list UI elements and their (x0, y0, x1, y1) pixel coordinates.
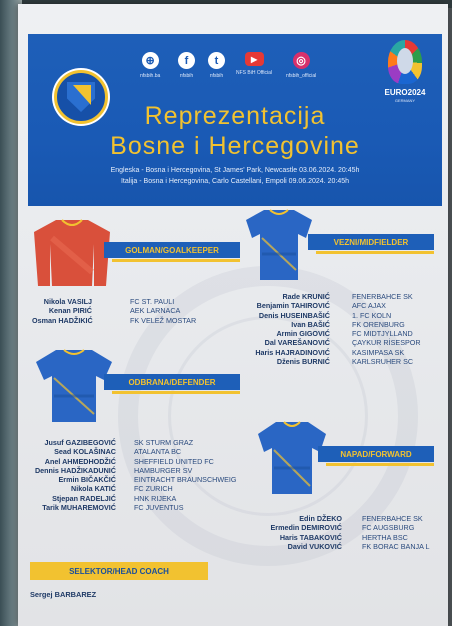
list-item: HNK RIJEKA (134, 493, 177, 503)
midfielder-jersey-icon (244, 208, 314, 282)
list-item: Nikola VASILJ (43, 297, 92, 306)
list-item: AFC AJAX (352, 301, 386, 311)
fixture-italy: Italija - Bosna i Hercegovina, Carlo Castellani, Empoli 09.06.2024. 20:45h (120, 178, 350, 185)
trophy-icon (388, 40, 422, 84)
euro-logo-text: EURO2024 (384, 88, 426, 97)
list-item: Ermedin DEMIROVIĆ (270, 523, 342, 533)
list-item: FC ZURICH (134, 484, 173, 494)
head-coach-banner (30, 562, 208, 580)
list-item: EINTRACHT BRAUNSCHWEIG (134, 475, 237, 485)
list-item: ÇAYKUR RİSESPOR (352, 338, 421, 348)
social-twitter: t nfsbih (208, 52, 225, 79)
forward-label: NAPAD/FORWARD (340, 449, 412, 459)
list-item: FK BORAC BANJA L (362, 541, 430, 551)
list-item: Armin GIGOVIĆ (276, 329, 330, 339)
list-item: HAMBURGER SV (134, 465, 193, 475)
list-item: KASIMPASA SK (352, 347, 405, 357)
goalkeeper-banner (104, 242, 240, 258)
list-item: FC MIDTJYLLAND (352, 329, 413, 339)
euro-logo-sub: GERMANY (394, 98, 416, 103)
defender-clubs (134, 438, 244, 512)
forward-names (252, 514, 342, 551)
list-item: Tarik MUHAREMOVIĆ (42, 503, 116, 513)
euro2024-logo (376, 38, 434, 112)
goalkeeper-names (32, 297, 92, 325)
list-item: Ermin BIČAKČIĆ (58, 475, 116, 485)
list-item: 1. FC KOLN (352, 310, 392, 320)
list-item: Dennis HADŽIKADUNIĆ (34, 465, 116, 475)
list-item: FC JUVENTUS (134, 503, 184, 513)
social-youtube: ▶ NFS BiH Official (236, 52, 272, 76)
list-item: Ivan BAŠIĆ (291, 319, 330, 329)
list-item: FK ORENBURG (352, 319, 405, 329)
list-item: HERTHA BSC (362, 532, 408, 542)
midfielder-banner (308, 234, 434, 250)
head-coach-label: SELEKTOR/HEAD COACH (69, 566, 169, 576)
list-item: Dženis BURNIĆ (276, 357, 330, 367)
list-item: Benjamin TAHIROVIĆ (256, 301, 330, 311)
facebook-icon: f (178, 52, 195, 69)
fixture-england: Engleska - Bosna i Hercegovina, St James' Park, Newcastle 03.06.2024. 20:45h (110, 167, 360, 174)
goalkeeper-clubs (130, 297, 220, 325)
list-item: FC AUGSBURG (362, 523, 415, 533)
list-item: Haris TABAKOVIĆ (279, 532, 342, 542)
forward-banner (318, 446, 434, 462)
list-item: Dal VAREŠANOVIĆ (264, 338, 330, 348)
list-item: FENERBAHCE SK (362, 514, 423, 523)
list-item: Jusuf GAZIBEGOVIĆ (44, 438, 116, 447)
page-title-line2: Bosne i Hercegovine (110, 132, 360, 160)
midfielder-clubs (352, 292, 444, 366)
list-item: ATALANTA BC (134, 447, 182, 457)
list-item: Edin DŽEKO (299, 514, 342, 523)
head-coach-name: Sergej BARBAREZ (30, 590, 97, 599)
social-instagram: ◎ nfsbih_official (286, 52, 316, 79)
youtube-icon: ▶ (245, 52, 264, 66)
list-item: Sead KOLAŠINAC (54, 447, 116, 457)
instagram-icon: ◎ (293, 52, 310, 69)
list-item: Anel AHMEDHODŽIĆ (44, 456, 116, 466)
forward-clubs (362, 514, 444, 551)
defender-label: ODBRANA/DEFENDER (128, 377, 216, 387)
list-item: Haris HAJRADINOVIĆ (255, 347, 330, 357)
list-item: Osman HADŽIKIĆ (32, 315, 93, 325)
midfielder-names (240, 292, 330, 366)
list-item: AEK LARNACA (130, 306, 181, 316)
goalkeeper-label: GOLMAN/GOALKEEPER (125, 245, 219, 255)
list-item: Rade KRUNIĆ (282, 292, 330, 301)
twitter-icon: t (208, 52, 225, 69)
defender-banner (104, 374, 240, 390)
social-facebook: f nfsbih (178, 52, 195, 79)
list-item: Denis HUSEINBAŠIĆ (258, 310, 330, 320)
page-title-line1: Reprezentacija (144, 102, 326, 130)
globe-icon: ⊕ (142, 52, 159, 69)
goalkeeper-jersey-icon (32, 218, 112, 288)
list-item: KARLSRUHER SC (352, 357, 414, 367)
list-item: Stjepan RADELJIĆ (52, 493, 116, 503)
list-item: FENERBAHCE SK (352, 292, 413, 301)
list-item: FK VELEŽ MOSTAR (130, 315, 197, 325)
social-web: ⊕ nfsbih.ba (140, 52, 160, 79)
roster-sheet (18, 4, 448, 626)
list-item: Kenan PIRIĆ (48, 306, 92, 316)
list-item: FC ST. PAULI (130, 297, 175, 306)
list-item: SHEFFIELD UNITED FC (134, 456, 214, 466)
defender-names (24, 438, 116, 512)
list-item: David VUKOVIĆ (287, 541, 342, 551)
list-item: Nikola KATIĆ (71, 484, 116, 494)
list-item: SK STURM GRAZ (134, 438, 194, 447)
midfielder-label: VEZNI/MIDFIELDER (333, 237, 409, 247)
defender-jersey-icon (34, 348, 114, 424)
